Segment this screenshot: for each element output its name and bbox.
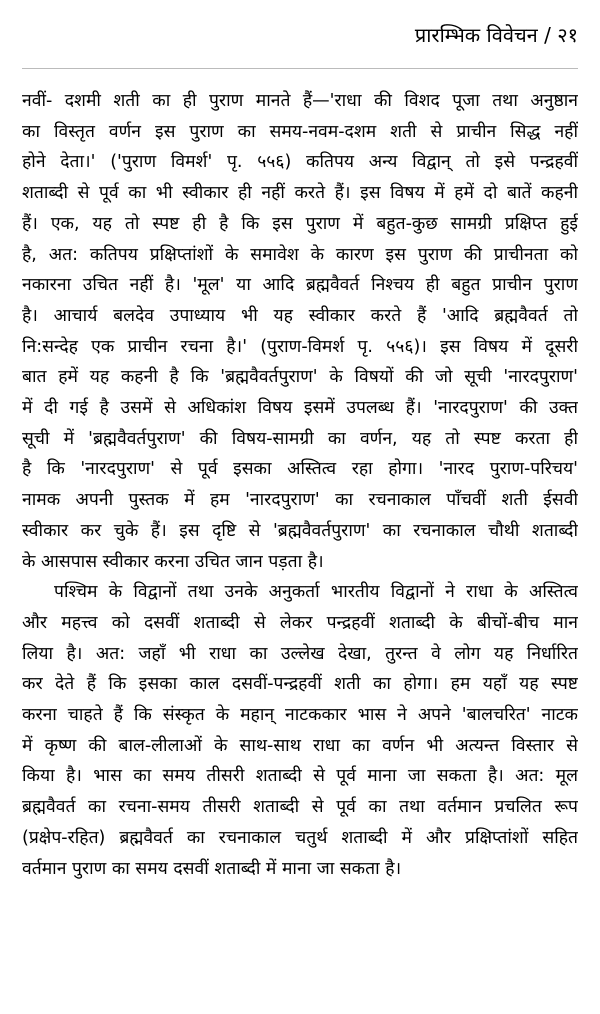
text-line: नकारना उचित नहीं है। 'मूल' या आदि ब्रह्मवैवर्त निश्चय ही बहुत प्राचीन पुराण [22,275,578,296]
text-line: सूची में 'ब्रह्मवैवर्तपुराण' की विषय-सामग्री का वर्णन, यह तो स्पष्ट करता ही [22,428,578,449]
text-line: कर देते हैं कि इसका काल दसवीं-पन्द्रहवीं शती का होगा। हम यहाँ यह स्पष्ट [22,674,578,695]
text-line: शताब्दी से पूर्व का भी स्वीकार ही नहीं करते हैं। इस विषय में हमें दो बातें कहनी [22,183,578,204]
paragraph-1 [22,86,578,577]
text-line: नामक अपनी पुस्तक में हम 'नारदपुराण' का रचनाकाल पाँचवीं शती ईसवी [22,490,578,511]
text-line: है, अत: कतिपय प्रक्षिप्तांशों के समावेश के कारण इस पुराण की प्राचीनता को [22,244,578,265]
text-line: का विस्तृत वर्णन इस पुराण का समय-नवम-दशम शती से प्राचीन सिद्ध नहीं [22,121,578,142]
text-line: है कि 'नारदपुराण' से पूर्व इसका अस्तित्व रहा होगा। 'नारद पुराण-परिचय' [22,459,578,480]
text-line: नि:सन्देह एक प्राचीन रचना है।' (पुराण-विमर्श पृ. ५५६)। इस विषय में दूसरी [22,336,578,357]
text-line: ब्रह्मवैवर्त का रचना-समय तीसरी शताब्दी से पूर्व का तथा वर्तमान प्रचलित रूप [22,797,578,818]
text-line: हैं। एक, यह तो स्पष्ट ही है कि इस पुराण में बहुत-कुछ सामग्री प्रक्षिप्त हुई [22,213,578,234]
header-divider [22,68,578,69]
text-line: होने देता।' ('पुराण विमर्श' पृ. ५५६) कतिपय अन्य विद्वान् तो इसे पन्द्रहवीं [22,152,578,173]
text-line: किया है। भास का समय तीसरी शताब्दी से पूर्व माना जा सकता है। अत: मूल [22,766,578,787]
text-line: करना चाहते हैं कि संस्कृत के महान् नाटककार भास ने अपने 'बालचरित' नाटक [22,705,578,726]
running-head: प्रारम्भिक विवेचन / २१ [414,23,578,47]
text-line: नवीं- दशमी शती का ही पुराण मानते हैं—'राधा की विशद पूजा तथा अनुष्ठान [22,91,578,111]
text-line: बात हमें यह कहनी है कि 'ब्रह्मवैवर्तपुराण' के विषयों की जो सूची 'नारदपुराण' [22,367,578,388]
text-line: में दी गई है उसमें से अधिकांश विषय इसमें उपलब्ध हैं। 'नारदपुराण' की उक्त [22,398,578,419]
text-line: (प्रक्षेप-रहित) ब्रह्मवैवर्त का रचनाकाल चतुर्थ शताब्दी में और प्रक्षिप्तांशों सहित [22,827,578,848]
text-line: के आसपास स्वीकार करना उचित जान पड़ता है। [22,551,324,572]
text-line: में कृष्ण की बाल-लीलाओं के साथ-साथ राधा का वर्णन भी अत्यन्त विस्तार से [22,735,578,756]
text-line: वर्तमान पुराण का समय दसवीं शताब्दी में माना जा सकता है। [22,858,402,879]
text-line: स्वीकार कर चुके हैं। इस दृष्टि से 'ब्रह्मवैवर्तपुराण' का रचनाकाल चौथी शताब्दी [22,520,578,541]
text-line: और महत्त्व को दसवीं शताब्दी से लेकर पन्द्रहवीं शताब्दी के बीचों-बीच मान [22,612,578,633]
text-line: लिया है। अत: जहाँ भी राधा का उल्लेख देखा, तुरन्त वे लोग यह निर्धारित [22,643,578,664]
text-line: है। आचार्य बलदेव उपाध्याय भी यह स्वीकार करते हैं 'आदि ब्रह्मवैवर्त तो [22,305,578,326]
paragraph-2 [22,577,578,884]
text-line: पश्चिम के विद्वानों तथा उनके अनुकर्ता भारतीय विद्वानों ने राधा के अस्तित्व [54,582,578,603]
body-text [22,86,578,884]
